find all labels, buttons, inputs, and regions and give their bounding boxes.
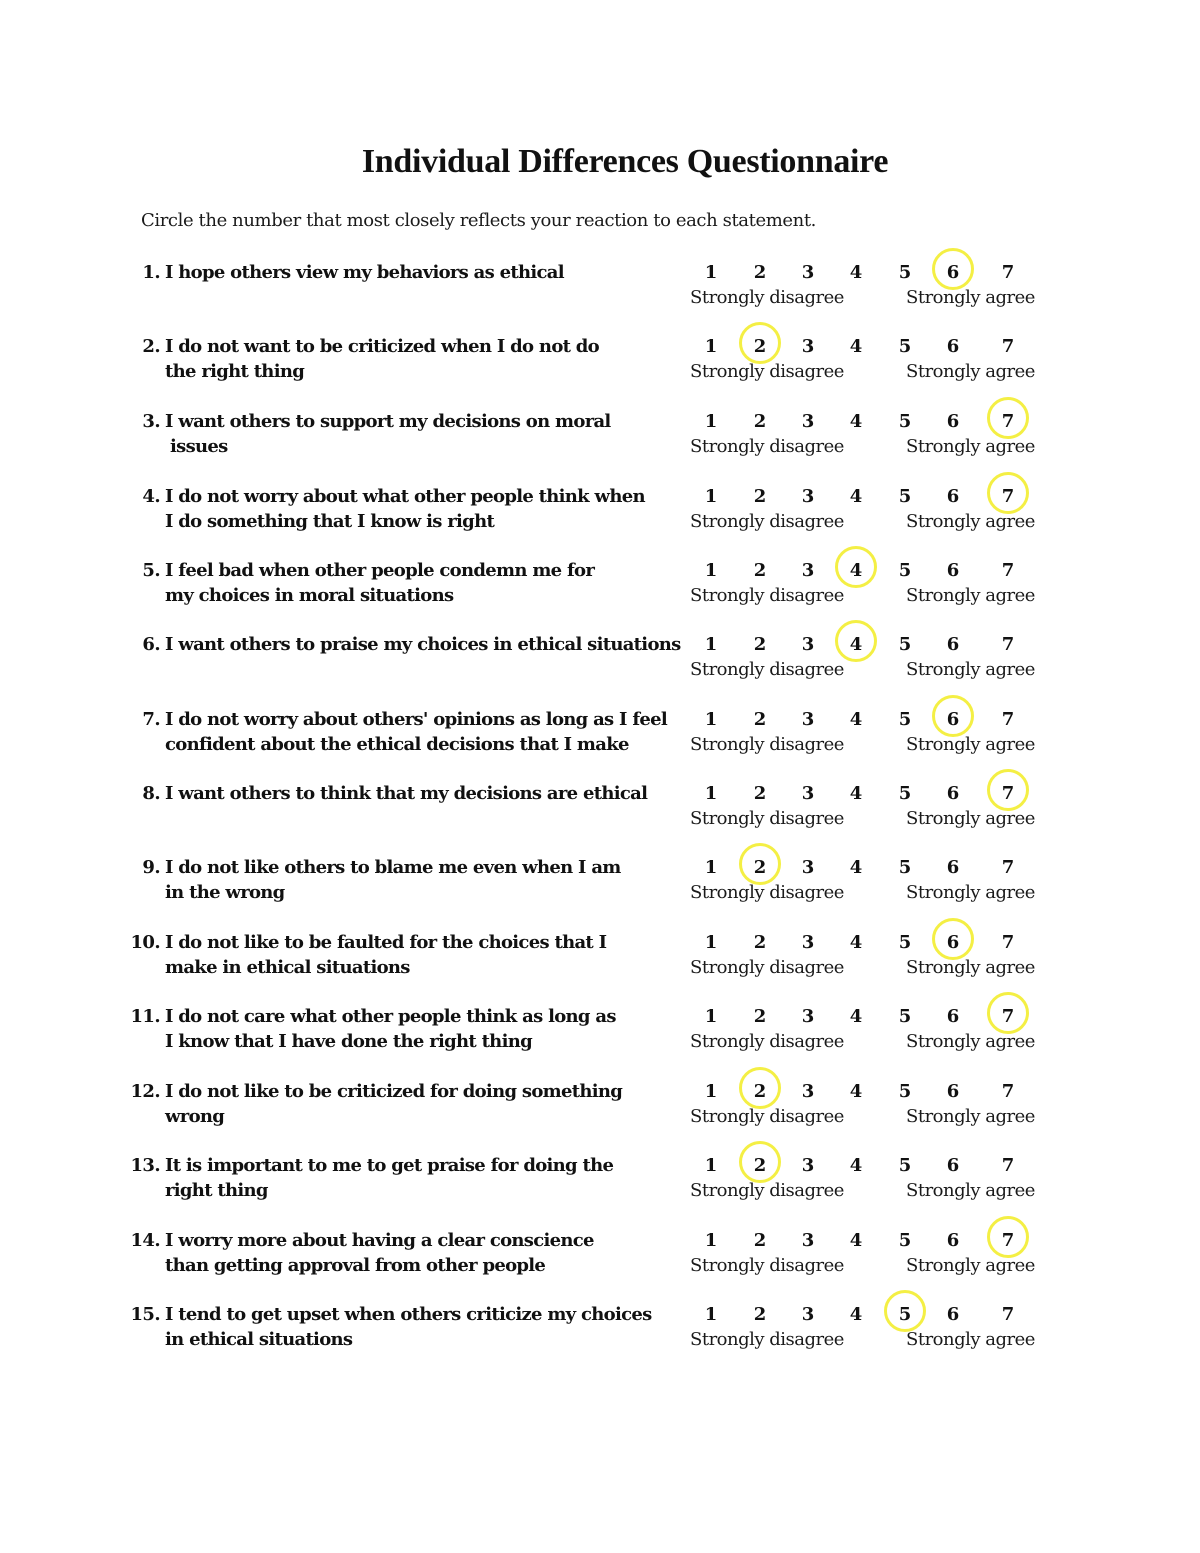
rating-option-7[interactable]: 7 bbox=[1001, 932, 1015, 953]
high-anchor-label: Strongly agree bbox=[906, 1255, 1035, 1276]
low-anchor-label: Strongly disagree bbox=[690, 659, 844, 680]
high-anchor-label: Strongly agree bbox=[906, 511, 1035, 532]
question-number: 10. bbox=[130, 932, 160, 953]
question-text-line: It is important to me to get praise for doing the bbox=[165, 1155, 614, 1176]
high-anchor-label: Strongly agree bbox=[906, 734, 1035, 755]
rating-scale bbox=[0, 1228, 1200, 1288]
rating-option-2[interactable]: 2 bbox=[753, 709, 767, 730]
question-text-line: in the wrong bbox=[165, 882, 285, 903]
rating-scale bbox=[0, 1153, 1200, 1213]
rating-option-5[interactable]: 5 bbox=[898, 1155, 912, 1176]
rating-option-4[interactable]: 4 bbox=[849, 857, 863, 878]
question-number: 11. bbox=[130, 1006, 160, 1027]
rating-option-3[interactable]: 3 bbox=[801, 1006, 815, 1027]
rating-option-5[interactable]: 5 bbox=[898, 1304, 912, 1325]
question-item bbox=[0, 855, 1200, 925]
high-anchor-label: Strongly agree bbox=[906, 1031, 1035, 1052]
high-anchor-label: Strongly agree bbox=[906, 808, 1035, 829]
rating-option-5[interactable]: 5 bbox=[898, 411, 912, 432]
rating-option-6[interactable]: 6 bbox=[946, 336, 960, 357]
rating-option-1[interactable]: 1 bbox=[704, 1155, 718, 1176]
question-item bbox=[0, 781, 1200, 851]
rating-option-3[interactable]: 3 bbox=[801, 709, 815, 730]
rating-option-7[interactable]: 7 bbox=[1001, 560, 1015, 581]
rating-option-5[interactable]: 5 bbox=[898, 560, 912, 581]
question-text-line: I hope others view my behaviors as ethical bbox=[165, 262, 564, 283]
rating-scale bbox=[0, 781, 1200, 841]
rating-scale bbox=[0, 558, 1200, 618]
question-number: 7. bbox=[142, 709, 160, 730]
question-item bbox=[0, 260, 1200, 330]
rating-option-7[interactable]: 7 bbox=[1001, 1155, 1015, 1176]
rating-option-6[interactable]: 6 bbox=[946, 262, 960, 283]
question-text-line: I do something that I know is right bbox=[165, 511, 495, 532]
rating-option-4[interactable]: 4 bbox=[849, 262, 863, 283]
low-anchor-label: Strongly disagree bbox=[690, 1106, 844, 1127]
rating-option-4[interactable]: 4 bbox=[849, 634, 863, 655]
low-anchor-label: Strongly disagree bbox=[690, 287, 844, 308]
rating-scale bbox=[0, 334, 1200, 394]
rating-option-7[interactable]: 7 bbox=[1001, 1230, 1015, 1251]
rating-option-5[interactable]: 5 bbox=[898, 1081, 912, 1102]
rating-option-1[interactable]: 1 bbox=[704, 560, 718, 581]
rating-option-1[interactable]: 1 bbox=[704, 1081, 718, 1102]
rating-scale bbox=[0, 855, 1200, 915]
rating-option-6[interactable]: 6 bbox=[946, 932, 960, 953]
rating-option-4[interactable]: 4 bbox=[849, 411, 863, 432]
rating-option-4[interactable]: 4 bbox=[849, 1006, 863, 1027]
question-text-line: my choices in moral situations bbox=[165, 585, 454, 606]
rating-scale bbox=[0, 1079, 1200, 1139]
question-item bbox=[0, 558, 1200, 628]
rating-option-2[interactable]: 2 bbox=[753, 1006, 767, 1027]
rating-scale bbox=[0, 1302, 1200, 1362]
question-number: 5. bbox=[142, 560, 160, 581]
question-item bbox=[0, 707, 1200, 777]
rating-option-2[interactable]: 2 bbox=[753, 336, 767, 357]
question-number: 14. bbox=[130, 1230, 160, 1251]
rating-option-6[interactable]: 6 bbox=[946, 411, 960, 432]
page-title: Individual Differences Questionnaire bbox=[361, 143, 889, 180]
question-text-line: I do not like others to blame me even when I am bbox=[165, 857, 621, 878]
high-anchor-label: Strongly agree bbox=[906, 659, 1035, 680]
question-text-line: wrong bbox=[165, 1106, 225, 1127]
rating-option-2[interactable]: 2 bbox=[753, 857, 767, 878]
question-text-line: than getting approval from other people bbox=[165, 1255, 546, 1276]
rating-scale bbox=[0, 1004, 1200, 1064]
question-number: 4. bbox=[142, 486, 160, 507]
rating-option-6[interactable]: 6 bbox=[946, 486, 960, 507]
rating-option-5[interactable]: 5 bbox=[898, 857, 912, 878]
low-anchor-label: Strongly disagree bbox=[690, 957, 844, 978]
high-anchor-label: Strongly agree bbox=[906, 585, 1035, 606]
question-item bbox=[0, 334, 1200, 404]
question-text-line: right thing bbox=[165, 1180, 268, 1201]
rating-option-2[interactable]: 2 bbox=[753, 411, 767, 432]
rating-option-4[interactable]: 4 bbox=[849, 783, 863, 804]
question-text-line: confident about the ethical decisions that I make bbox=[165, 734, 629, 755]
low-anchor-label: Strongly disagree bbox=[690, 1031, 844, 1052]
rating-option-3[interactable]: 3 bbox=[801, 783, 815, 804]
rating-option-4[interactable]: 4 bbox=[849, 709, 863, 730]
low-anchor-label: Strongly disagree bbox=[690, 1180, 844, 1201]
rating-option-1[interactable]: 1 bbox=[704, 932, 718, 953]
question-text-line: in ethical situations bbox=[165, 1329, 353, 1350]
low-anchor-label: Strongly disagree bbox=[690, 808, 844, 829]
rating-option-3[interactable]: 3 bbox=[801, 857, 815, 878]
question-number: 12. bbox=[130, 1081, 160, 1102]
rating-option-6[interactable]: 6 bbox=[946, 857, 960, 878]
high-anchor-label: Strongly agree bbox=[906, 361, 1035, 382]
rating-option-7[interactable]: 7 bbox=[1001, 411, 1015, 432]
rating-option-3[interactable]: 3 bbox=[801, 1230, 815, 1251]
question-item bbox=[0, 484, 1200, 554]
rating-option-5[interactable]: 5 bbox=[898, 262, 912, 283]
rating-option-4[interactable]: 4 bbox=[849, 336, 863, 357]
question-item bbox=[0, 1228, 1200, 1298]
rating-option-2[interactable]: 2 bbox=[753, 560, 767, 581]
rating-option-1[interactable]: 1 bbox=[704, 1230, 718, 1251]
rating-option-7[interactable]: 7 bbox=[1001, 634, 1015, 655]
rating-option-6[interactable]: 6 bbox=[946, 1230, 960, 1251]
rating-option-3[interactable]: 3 bbox=[801, 1081, 815, 1102]
rating-option-7[interactable]: 7 bbox=[1001, 783, 1015, 804]
rating-scale bbox=[0, 632, 1200, 692]
question-text-line: I want others to think that my decisions are ethical bbox=[165, 783, 648, 804]
rating-option-5[interactable]: 5 bbox=[898, 1230, 912, 1251]
rating-option-1[interactable]: 1 bbox=[704, 1304, 718, 1325]
rating-option-7[interactable]: 7 bbox=[1001, 1081, 1015, 1102]
question-item bbox=[0, 930, 1200, 1000]
rating-option-7[interactable]: 7 bbox=[1001, 336, 1015, 357]
question-text-line: I worry more about having a clear conscience bbox=[165, 1230, 594, 1251]
rating-option-7[interactable]: 7 bbox=[1001, 857, 1015, 878]
low-anchor-label: Strongly disagree bbox=[690, 511, 844, 532]
question-text-line: I tend to get upset when others criticize my choices bbox=[165, 1304, 652, 1325]
rating-option-7[interactable]: 7 bbox=[1001, 709, 1015, 730]
rating-option-4[interactable]: 4 bbox=[849, 1155, 863, 1176]
question-text-line: I do not like to be criticized for doing something bbox=[165, 1081, 623, 1102]
question-item bbox=[0, 632, 1200, 702]
rating-option-2[interactable]: 2 bbox=[753, 1155, 767, 1176]
rating-option-6[interactable]: 6 bbox=[946, 783, 960, 804]
high-anchor-label: Strongly agree bbox=[906, 1180, 1035, 1201]
rating-option-5[interactable]: 5 bbox=[898, 1006, 912, 1027]
question-number: 15. bbox=[130, 1304, 160, 1325]
question-number: 1. bbox=[142, 262, 160, 283]
rating-option-2[interactable]: 2 bbox=[753, 486, 767, 507]
low-anchor-label: Strongly disagree bbox=[690, 361, 844, 382]
rating-option-1[interactable]: 1 bbox=[704, 486, 718, 507]
question-text-line: I do not like to be faulted for the choices that I bbox=[165, 932, 607, 953]
rating-option-5[interactable]: 5 bbox=[898, 336, 912, 357]
low-anchor-label: Strongly disagree bbox=[690, 734, 844, 755]
rating-scale bbox=[0, 484, 1200, 544]
rating-option-3[interactable]: 3 bbox=[801, 1155, 815, 1176]
question-text-line: I do not care what other people think as long as bbox=[165, 1006, 616, 1027]
rating-scale bbox=[0, 260, 1200, 320]
question-number: 2. bbox=[142, 336, 160, 357]
question-text-line: I do not worry about what other people think when bbox=[165, 486, 645, 507]
high-anchor-label: Strongly agree bbox=[906, 882, 1035, 903]
question-item bbox=[0, 409, 1200, 479]
high-anchor-label: Strongly agree bbox=[906, 1106, 1035, 1127]
rating-option-3[interactable]: 3 bbox=[801, 262, 815, 283]
question-text-line: the right thing bbox=[165, 361, 305, 382]
rating-option-4[interactable]: 4 bbox=[849, 1230, 863, 1251]
rating-option-5[interactable]: 5 bbox=[898, 783, 912, 804]
rating-option-2[interactable]: 2 bbox=[753, 932, 767, 953]
high-anchor-label: Strongly agree bbox=[906, 287, 1035, 308]
instructions: Circle the number that most closely reflects your reaction to each statement. bbox=[141, 210, 816, 231]
rating-option-7[interactable]: 7 bbox=[1001, 262, 1015, 283]
rating-option-4[interactable]: 4 bbox=[849, 560, 863, 581]
rating-option-5[interactable]: 5 bbox=[898, 486, 912, 507]
rating-option-2[interactable]: 2 bbox=[753, 1081, 767, 1102]
question-text-line: I want others to support my decisions on moral bbox=[165, 411, 611, 432]
question-number: 13. bbox=[130, 1155, 160, 1176]
question-number: 9. bbox=[142, 857, 160, 878]
rating-option-3[interactable]: 3 bbox=[801, 336, 815, 357]
question-item bbox=[0, 1079, 1200, 1149]
rating-option-3[interactable]: 3 bbox=[801, 634, 815, 655]
rating-option-6[interactable]: 6 bbox=[946, 1155, 960, 1176]
rating-option-3[interactable]: 3 bbox=[801, 932, 815, 953]
rating-option-1[interactable]: 1 bbox=[704, 1006, 718, 1027]
question-text-line: make in ethical situations bbox=[165, 957, 410, 978]
rating-option-2[interactable]: 2 bbox=[753, 1230, 767, 1251]
low-anchor-label: Strongly disagree bbox=[690, 1329, 844, 1350]
rating-option-3[interactable]: 3 bbox=[801, 486, 815, 507]
rating-option-5[interactable]: 5 bbox=[898, 634, 912, 655]
rating-option-5[interactable]: 5 bbox=[898, 932, 912, 953]
low-anchor-label: Strongly disagree bbox=[690, 1255, 844, 1276]
high-anchor-label: Strongly agree bbox=[906, 436, 1035, 457]
rating-option-6[interactable]: 6 bbox=[946, 1081, 960, 1102]
question-item bbox=[0, 1302, 1200, 1372]
high-anchor-label: Strongly agree bbox=[906, 957, 1035, 978]
rating-scale bbox=[0, 707, 1200, 767]
high-anchor-label: Strongly agree bbox=[906, 1329, 1035, 1350]
question-number: 8. bbox=[142, 783, 160, 804]
rating-option-1[interactable]: 1 bbox=[704, 411, 718, 432]
rating-option-3[interactable]: 3 bbox=[801, 1304, 815, 1325]
rating-option-2[interactable]: 2 bbox=[753, 634, 767, 655]
question-text-line: issues bbox=[170, 436, 228, 457]
rating-option-7[interactable]: 7 bbox=[1001, 486, 1015, 507]
question-item bbox=[0, 1153, 1200, 1223]
question-text-line: I do not worry about others' opinions as long as I feel bbox=[165, 709, 668, 730]
rating-option-3[interactable]: 3 bbox=[801, 560, 815, 581]
rating-option-2[interactable]: 2 bbox=[753, 1304, 767, 1325]
rating-option-1[interactable]: 1 bbox=[704, 709, 718, 730]
low-anchor-label: Strongly disagree bbox=[690, 436, 844, 457]
rating-option-1[interactable]: 1 bbox=[704, 857, 718, 878]
rating-option-4[interactable]: 4 bbox=[849, 932, 863, 953]
rating-option-6[interactable]: 6 bbox=[946, 560, 960, 581]
question-text-line: I feel bad when other people condemn me for bbox=[165, 560, 595, 581]
low-anchor-label: Strongly disagree bbox=[690, 882, 844, 903]
rating-option-6[interactable]: 6 bbox=[946, 1304, 960, 1325]
rating-option-1[interactable]: 1 bbox=[704, 783, 718, 804]
rating-option-5[interactable]: 5 bbox=[898, 709, 912, 730]
rating-option-4[interactable]: 4 bbox=[849, 1081, 863, 1102]
rating-option-7[interactable]: 7 bbox=[1001, 1006, 1015, 1027]
rating-option-6[interactable]: 6 bbox=[946, 634, 960, 655]
rating-option-7[interactable]: 7 bbox=[1001, 1304, 1015, 1325]
rating-option-2[interactable]: 2 bbox=[753, 783, 767, 804]
question-text-line: I do not want to be criticized when I do not do bbox=[165, 336, 599, 357]
question-item bbox=[0, 1004, 1200, 1074]
question-text-line: I want others to praise my choices in ethical situations bbox=[165, 634, 681, 655]
rating-option-2[interactable]: 2 bbox=[753, 262, 767, 283]
question-number: 6. bbox=[142, 634, 160, 655]
rating-option-1[interactable]: 1 bbox=[704, 262, 718, 283]
rating-option-1[interactable]: 1 bbox=[704, 336, 718, 357]
rating-option-6[interactable]: 6 bbox=[946, 709, 960, 730]
rating-option-4[interactable]: 4 bbox=[849, 486, 863, 507]
rating-scale bbox=[0, 930, 1200, 990]
question-number: 3. bbox=[142, 411, 160, 432]
rating-option-4[interactable]: 4 bbox=[849, 1304, 863, 1325]
rating-option-1[interactable]: 1 bbox=[704, 634, 718, 655]
rating-option-3[interactable]: 3 bbox=[801, 411, 815, 432]
rating-option-6[interactable]: 6 bbox=[946, 1006, 960, 1027]
question-text-line: I know that I have done the right thing bbox=[165, 1031, 532, 1052]
rating-scale bbox=[0, 409, 1200, 469]
low-anchor-label: Strongly disagree bbox=[690, 585, 844, 606]
